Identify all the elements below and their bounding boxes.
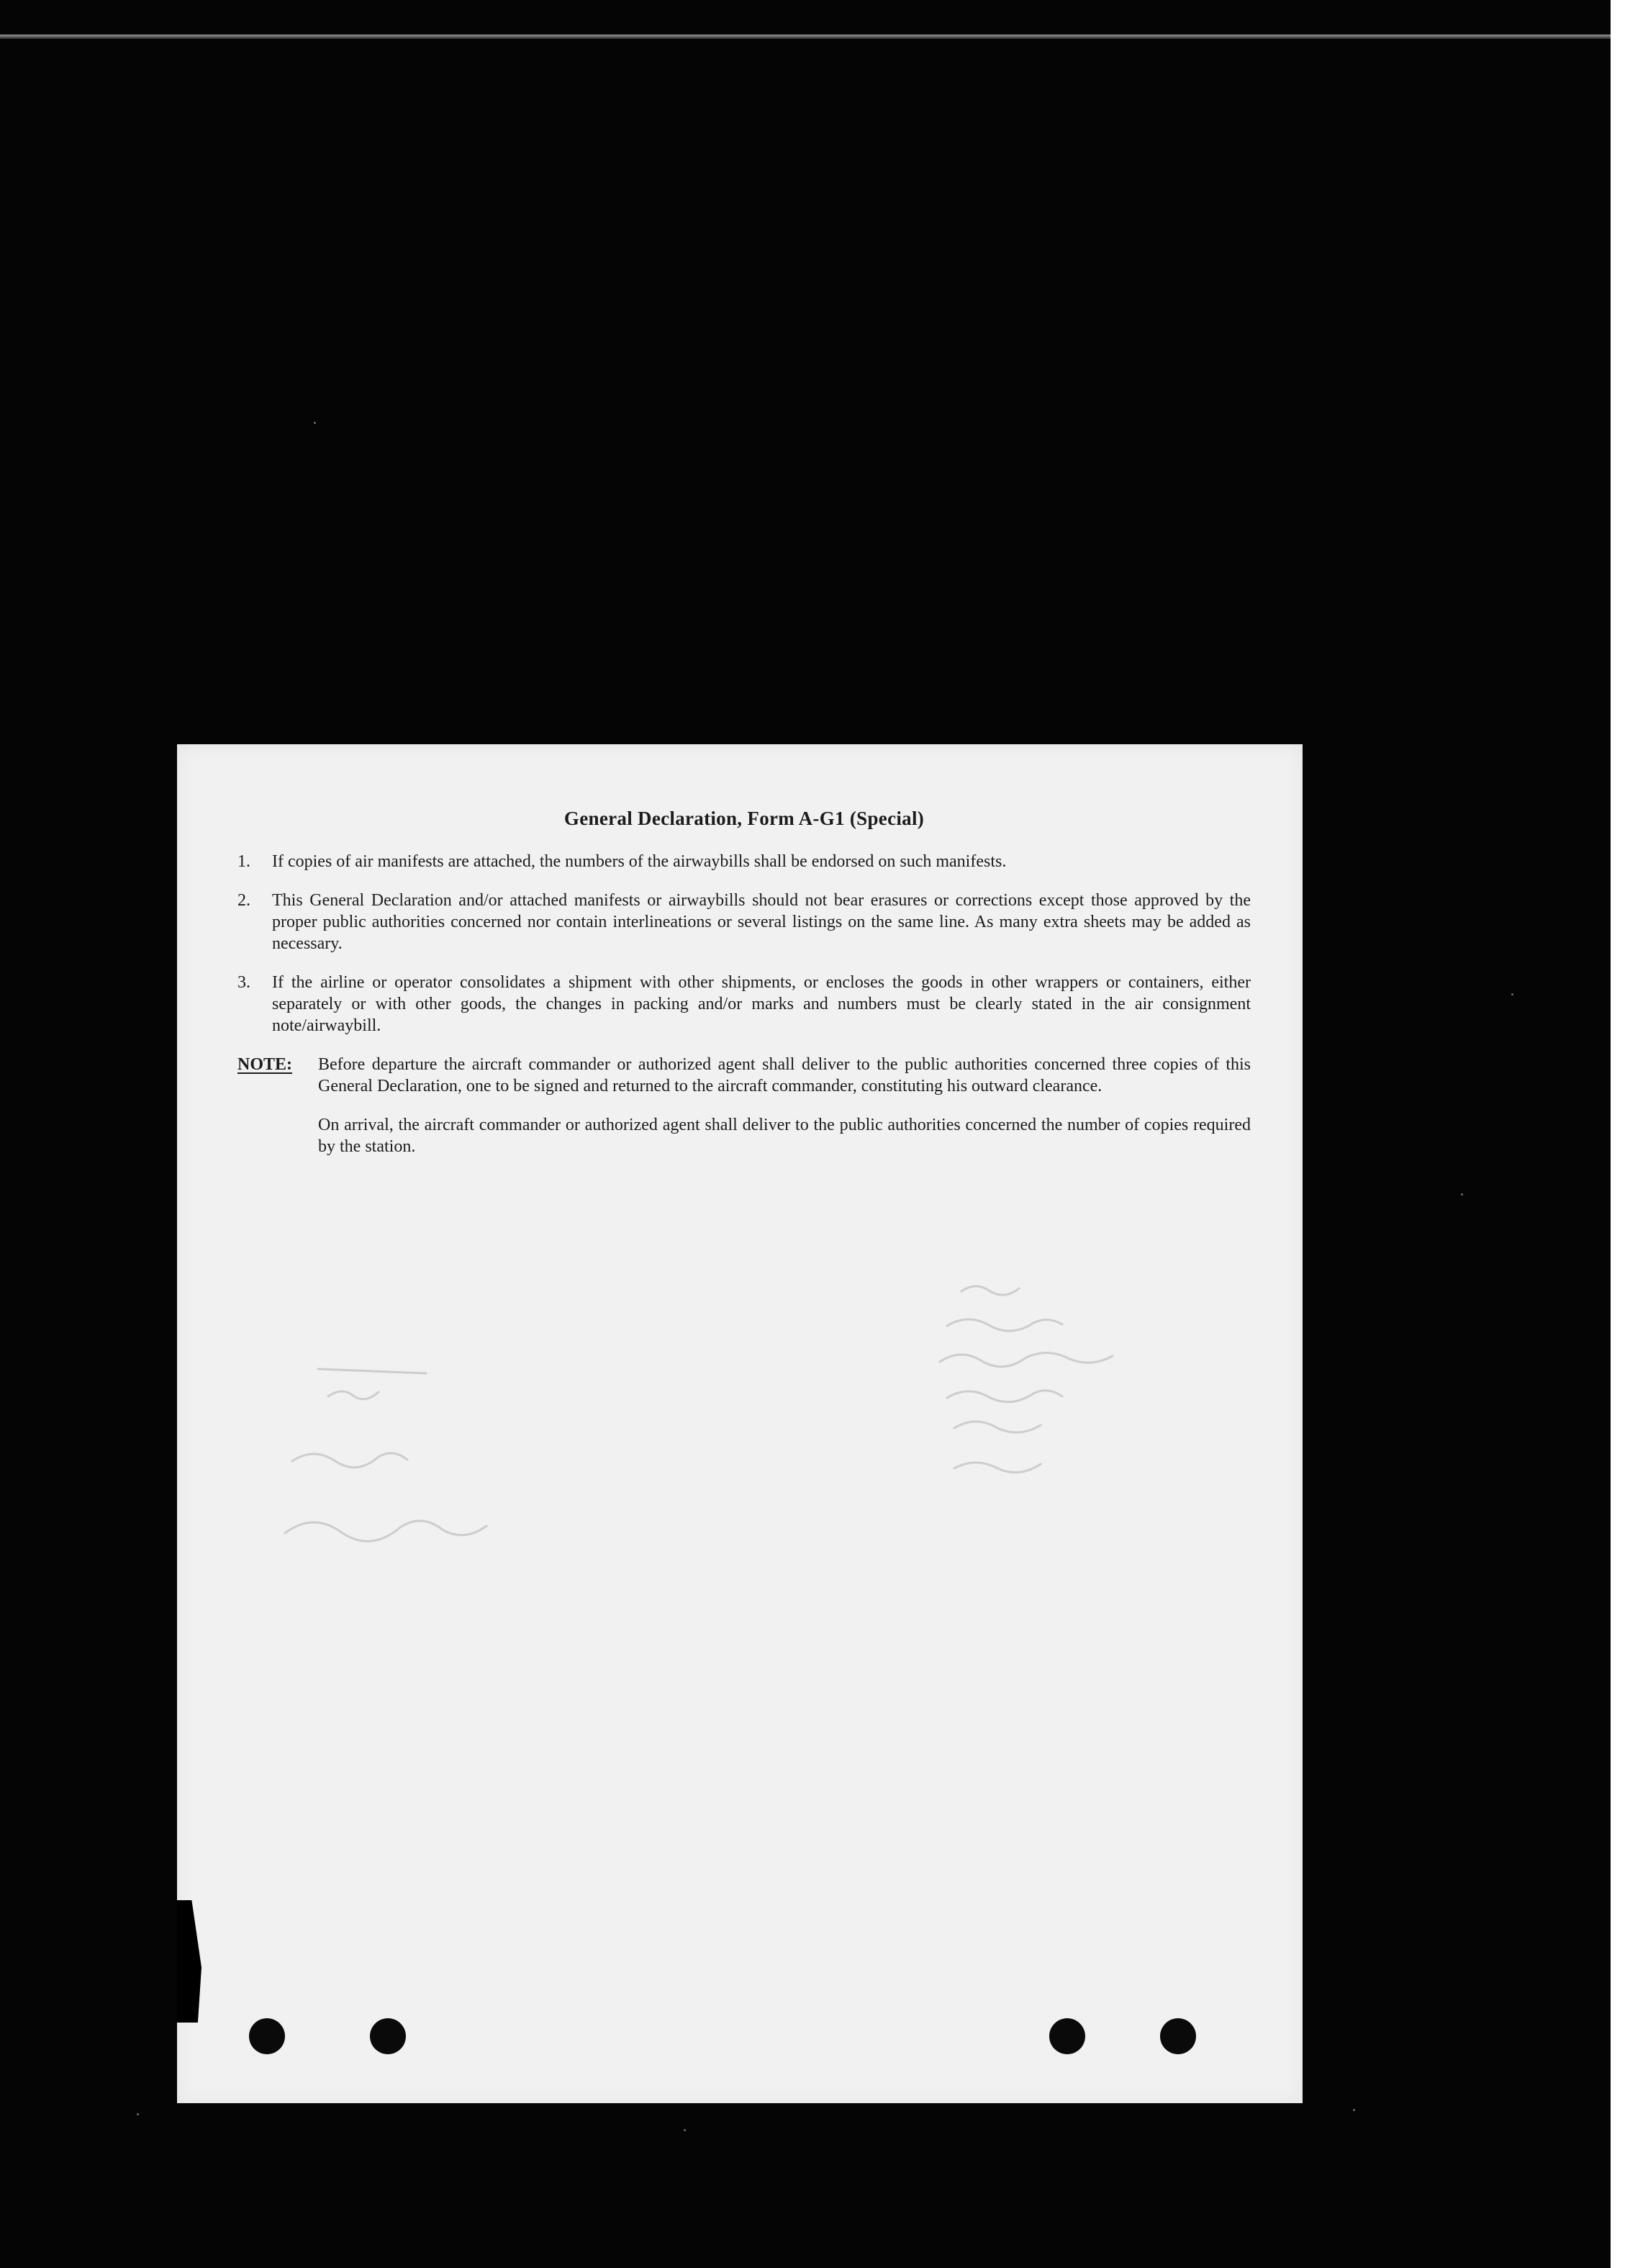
dust-speck <box>1461 1193 1463 1196</box>
punch-hole <box>249 2018 285 2054</box>
punch-hole <box>370 2018 406 2054</box>
bleed-through-marks <box>177 744 1303 2103</box>
item-text: This General Declaration and/or attached manifests or airwaybills should not bear erasures or corrections except those approved by the proper public authorities concerned nor contain interlineations or several listings on the same line. As many extra sheets may be added as necessary. <box>272 891 1251 953</box>
document-sheet <box>177 744 1303 2103</box>
document-title: General Declaration, Form A-G1 (Special) <box>563 808 925 829</box>
note-label: NOTE: <box>237 1055 293 1074</box>
item-number: 3. <box>237 973 250 992</box>
item-text: If the airline or operator consolidates a shipment with other shipments, or encloses the goods in other wrappers or containers, either separately or with other goods, the changes in packing and/or marks and numbers must be clearly stated in the air consignment note/airwaybill. <box>272 973 1251 1035</box>
item-number: 2. <box>237 891 250 910</box>
note-paragraph: Before departure the aircraft commander or authorized agent shall deliver to the public authorities concerned three copies of this General Declaration, one to be signed and returned to the aircraft commander, constituting his outward clearance. <box>318 1055 1251 1095</box>
scan-top-edge <box>0 35 1611 39</box>
dust-speck <box>1353 2109 1355 2111</box>
item-text: If copies of air manifests are attached, the numbers of the airwaybills shall be endorsed on such manifests. <box>272 852 1007 871</box>
item-number: 1. <box>237 852 250 871</box>
punch-hole <box>1160 2018 1196 2054</box>
note-paragraph: On arrival, the aircraft commander or authorized agent shall deliver to the public authorities concerned the number of copies required by the station. <box>318 1116 1251 1156</box>
dust-speck <box>314 422 316 424</box>
scan-right-margin <box>1611 0 1630 2268</box>
dust-speck <box>684 2129 686 2131</box>
dust-speck <box>1511 993 1513 995</box>
punch-hole <box>1049 2018 1085 2054</box>
dust-speck <box>137 2113 139 2115</box>
